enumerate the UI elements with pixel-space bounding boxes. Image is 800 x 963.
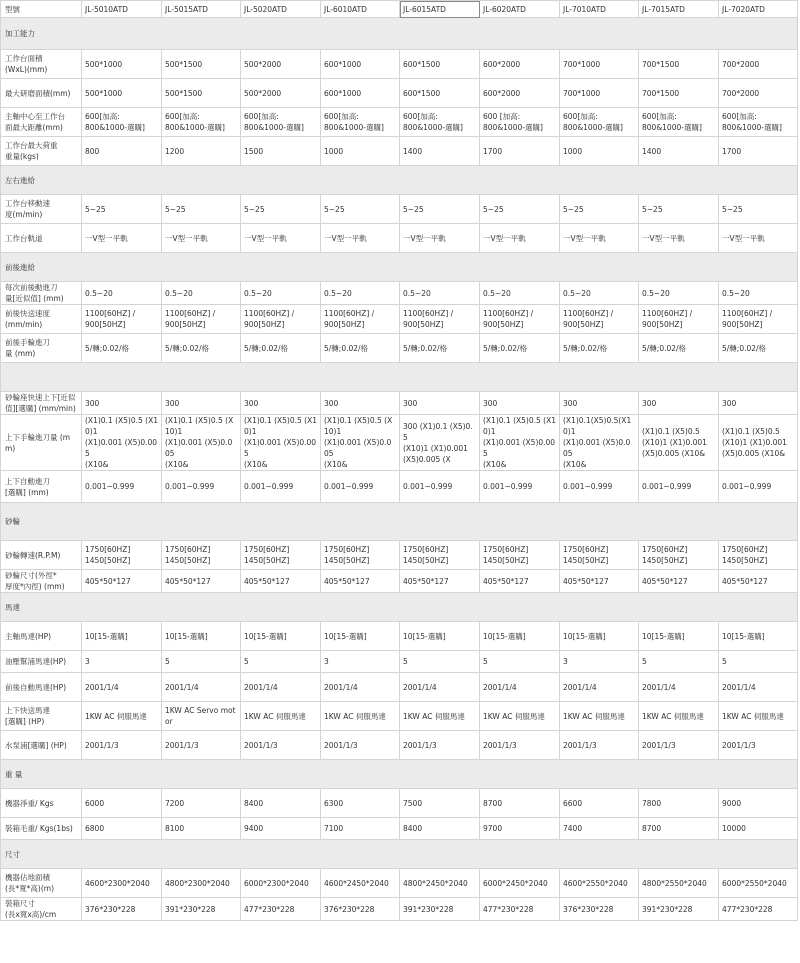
spec-row [1, 392, 798, 415]
spec-value: 0.5~20 [321, 282, 400, 305]
spec-label: 前後手輪進刀 量 (mm) [1, 334, 82, 363]
spec-row [1, 137, 798, 166]
spec-value: 0.001~0.999 [719, 471, 798, 503]
spec-value: 600[加高: 800&1000-選購] [241, 108, 321, 137]
spec-value: 5~25 [480, 195, 560, 224]
spec-value: 1750[60HZ] 1450[50HZ] [480, 541, 560, 570]
spec-row [1, 282, 798, 305]
spec-value: 2001/1/3 [82, 731, 162, 760]
spec-value: 一V型一平軌 [400, 224, 480, 253]
spec-value: 6000*2550*2040 [719, 869, 798, 898]
section-header [1, 840, 798, 869]
spec-value: 600*1000 [321, 50, 400, 79]
spec-value: 1KW AC 伺服馬達 [639, 702, 719, 731]
section-header [1, 503, 798, 541]
spec-value: 700*1000 [560, 50, 639, 79]
spec-value: 2001/1/3 [639, 731, 719, 760]
spec-value: 2001/1/3 [400, 731, 480, 760]
spec-value: 4600*2300*2040 [82, 869, 162, 898]
spec-value: 2001/1/3 [241, 731, 321, 760]
spec-value: 2001/1/3 [719, 731, 798, 760]
spec-row [1, 869, 798, 898]
spec-value: 一V型一平軌 [162, 224, 241, 253]
spec-value: 405*50*127 [719, 570, 798, 593]
spec-value: 1100[60HZ] / 900[50HZ] [719, 305, 798, 334]
spec-value: 4600*2550*2040 [560, 869, 639, 898]
spec-label: 裝箱毛重/ Kgs(1bs) [1, 818, 82, 840]
spec-value: 10[15-選購] [719, 622, 798, 651]
spec-value: 1KW AC 伺服馬達 [400, 702, 480, 731]
spec-value: 1KW AC 伺服馬達 [241, 702, 321, 731]
model-header-8: JL-7015ATD [639, 1, 719, 18]
spec-value: 2001/1/4 [639, 673, 719, 702]
spec-value: (X1)0.1 (X5)0.5 (X10)1 (X1)0.001 (X5)0.005 (X10& [162, 415, 241, 471]
spec-label: 上下快送馬達 [選購] (HP) [1, 702, 82, 731]
spec-value: 2001/1/3 [162, 731, 241, 760]
spec-value: 4800*2300*2040 [162, 869, 241, 898]
spec-row [1, 50, 798, 79]
spec-value: 一V型一平軌 [321, 224, 400, 253]
spec-table-body [1, 1, 798, 921]
spec-label: 前後自動馬達(HP) [1, 673, 82, 702]
spec-value: 2001/1/4 [241, 673, 321, 702]
spec-value: 405*50*127 [321, 570, 400, 593]
spec-label: 機器佔地面積 (長*寬*高)(m) [1, 869, 82, 898]
spec-value: 0.5~20 [639, 282, 719, 305]
spec-label: 工作台軌道 [1, 224, 82, 253]
spec-value: 4800*2450*2040 [400, 869, 480, 898]
spec-value: 300 [82, 392, 162, 415]
spec-value: 6600 [560, 789, 639, 818]
spec-value: 8400 [400, 818, 480, 840]
model-header-2: JL-5015ATD [162, 1, 241, 18]
spec-value: 405*50*127 [400, 570, 480, 593]
spec-value: 2001/1/4 [480, 673, 560, 702]
spec-value: 1400 [400, 137, 480, 166]
spec-value: 8700 [480, 789, 560, 818]
section-label: 尺寸 [1, 840, 798, 869]
spec-value: 600[加高: 800&1000-選購] [162, 108, 241, 137]
spec-value: 1100[60HZ] / 900[50HZ] [241, 305, 321, 334]
spec-value: 500*1000 [82, 50, 162, 79]
spec-value: 600[加高: 800&1000-選購] [560, 108, 639, 137]
spec-label: 最大研磨面積(mm) [1, 79, 82, 108]
section-label: 砂輪 [1, 503, 798, 541]
section-header [1, 363, 798, 392]
spec-value: 0.5~20 [241, 282, 321, 305]
spec-value: 5 [241, 651, 321, 673]
spec-value: 10[15-選購] [639, 622, 719, 651]
spec-value: (X1)0.1 (X5)0.5 (X10)1 (X1)0.001 (X5)0.005 (X10& [480, 415, 560, 471]
spec-value: 5~25 [241, 195, 321, 224]
spec-value: 2001/1/4 [560, 673, 639, 702]
spec-value: 391*230*228 [400, 898, 480, 921]
spec-value: 7200 [162, 789, 241, 818]
spec-value: 300 (X1)0.1 (X5)0.5 (X10)1 (X1)0.001 (X5)0.005 (X [400, 415, 480, 471]
spec-value: 1100[60HZ] / 900[50HZ] [82, 305, 162, 334]
spec-value: 1750[60HZ] 1450[50HZ] [82, 541, 162, 570]
spec-value: 600*1000 [321, 79, 400, 108]
model-header-4: JL-6010ATD [321, 1, 400, 18]
spec-value: 405*50*127 [82, 570, 162, 593]
spec-value: 8100 [162, 818, 241, 840]
spec-value: 1700 [480, 137, 560, 166]
spec-value: 4800*2550*2040 [639, 869, 719, 898]
spec-value: 477*230*228 [719, 898, 798, 921]
spec-row [1, 702, 798, 731]
spec-value: 1400 [639, 137, 719, 166]
spec-value: 0.001~0.999 [241, 471, 321, 503]
spec-value: 0.001~0.999 [639, 471, 719, 503]
spec-value: 一V型一平軌 [560, 224, 639, 253]
spec-value: 1750[60HZ] 1450[50HZ] [321, 541, 400, 570]
spec-value: 500*1000 [82, 79, 162, 108]
spec-value: 500*1500 [162, 79, 241, 108]
spec-value: 600[加高: 800&1000-選購] [719, 108, 798, 137]
spec-value: 376*230*228 [82, 898, 162, 921]
spec-value: 600*2000 [480, 50, 560, 79]
model-header-label: 型號 [1, 1, 82, 18]
spec-label: 油壓幫浦馬達(HP) [1, 651, 82, 673]
spec-label: 前後快送速度 (mm/min) [1, 305, 82, 334]
spec-value: 500*2000 [241, 79, 321, 108]
spec-value: 1KW AC 伺服馬達 [719, 702, 798, 731]
spec-value: 1KW AC 伺服馬達 [560, 702, 639, 731]
spec-value: 3 [560, 651, 639, 673]
spec-value: 5/轉;0.02/格 [241, 334, 321, 363]
header-row [1, 1, 798, 18]
spec-value: 10[15-選購] [162, 622, 241, 651]
spec-label: 主軸中心至工作台 面最大距離(mm) [1, 108, 82, 137]
spec-label: 每次前後動進刀 量[近似值] (mm) [1, 282, 82, 305]
spec-value: 0.001~0.999 [82, 471, 162, 503]
spec-value: 0.001~0.999 [480, 471, 560, 503]
section-label: 重 量 [1, 760, 798, 789]
spec-value: 700*1500 [639, 79, 719, 108]
spec-value: 2001/1/4 [82, 673, 162, 702]
spec-value: 5/轉;0.02/格 [321, 334, 400, 363]
spec-value: 376*230*228 [321, 898, 400, 921]
spec-value: 9400 [241, 818, 321, 840]
section-label: 馬達 [1, 593, 798, 622]
spec-value: 1000 [321, 137, 400, 166]
spec-value: (X1)0.1 (X5)0.5 (X10)1 (X1)0.001 (X5)0.005 (X10& [639, 415, 719, 471]
spec-value: 10[15-選購] [241, 622, 321, 651]
spec-value: (X1)0.1 (X5)0.5 (X10)1 (X1)0.001 (X5)0.005 (X10& [719, 415, 798, 471]
spec-value: 1100[60HZ] / 900[50HZ] [321, 305, 400, 334]
spec-row [1, 570, 798, 593]
spec-value: 405*50*127 [639, 570, 719, 593]
spec-value: 1100[60HZ] / 900[50HZ] [400, 305, 480, 334]
spec-value: 0.5~20 [400, 282, 480, 305]
spec-row [1, 731, 798, 760]
spec-value: 5 [480, 651, 560, 673]
spec-value: 600[加高: 800&1000-選購] [82, 108, 162, 137]
spec-value: 一V型一平軌 [82, 224, 162, 253]
spec-value: 1100[60HZ] / 900[50HZ] [480, 305, 560, 334]
spec-value: 600[加高: 800&1000-選購] [321, 108, 400, 137]
spec-value: 1750[60HZ] 1450[50HZ] [241, 541, 321, 570]
spec-value: 600 [加高: 800&1000-選購] [480, 108, 560, 137]
section-header [1, 166, 798, 195]
spec-value: 5 [639, 651, 719, 673]
spec-value: 10[15-選購] [560, 622, 639, 651]
spec-row [1, 108, 798, 137]
section-header [1, 253, 798, 282]
spec-label: 工作台面積 (WxL)(mm) [1, 50, 82, 79]
spec-value: 一V型一平軌 [480, 224, 560, 253]
spec-value: 6000*2450*2040 [480, 869, 560, 898]
spec-row [1, 898, 798, 921]
spec-value: 10[15-選購] [321, 622, 400, 651]
spec-value: 5~25 [639, 195, 719, 224]
spec-label: 砂輪轉速(R.P.M) [1, 541, 82, 570]
spec-label: 機器淨重/ Kgs [1, 789, 82, 818]
spec-value: 1200 [162, 137, 241, 166]
spec-label: 工作台最大荷重 重量(kgs) [1, 137, 82, 166]
section-label: 前後進給 [1, 253, 798, 282]
spec-row [1, 224, 798, 253]
spec-value: 5/轉;0.02/格 [400, 334, 480, 363]
spec-value: 700*1000 [560, 79, 639, 108]
spec-value: 7100 [321, 818, 400, 840]
spec-value: 300 [241, 392, 321, 415]
spec-value: 405*50*127 [162, 570, 241, 593]
spec-value: (X1)0.1 (X5)0.5 (X10)1 (X1)0.001 (X5)0.005 (X10& [321, 415, 400, 471]
spec-value: 6300 [321, 789, 400, 818]
section-header [1, 760, 798, 789]
spec-value: 1750[60HZ] 1450[50HZ] [560, 541, 639, 570]
spec-value: 1750[60HZ] 1450[50HZ] [162, 541, 241, 570]
spec-row [1, 622, 798, 651]
spec-value: 5~25 [321, 195, 400, 224]
spec-value: (X1)0.1(X5)0.5(X10)1 (X1)0.001 (X5)0.005 (X10& [560, 415, 639, 471]
spec-value: 5/轉;0.02/格 [639, 334, 719, 363]
spec-value: 1KW AC 伺服馬達 [321, 702, 400, 731]
spec-value: 0.5~20 [82, 282, 162, 305]
spec-value: 8700 [639, 818, 719, 840]
spec-value: 5/轉;0.02/格 [560, 334, 639, 363]
spec-value: 1750[60HZ] 1450[50HZ] [400, 541, 480, 570]
spec-row [1, 651, 798, 673]
spec-value: 1750[60HZ] 1450[50HZ] [719, 541, 798, 570]
spec-value: 一V型一平軌 [719, 224, 798, 253]
spec-value: 7800 [639, 789, 719, 818]
spec-label: 上下手輪進刀量 (mm) [1, 415, 82, 471]
spec-row [1, 818, 798, 840]
spec-row [1, 415, 798, 471]
spec-row [1, 789, 798, 818]
spec-value: 600*1500 [400, 50, 480, 79]
spec-value: 0.5~20 [480, 282, 560, 305]
spec-value: 3 [321, 651, 400, 673]
spec-value: 600*1500 [400, 79, 480, 108]
spec-value: 500*2000 [241, 50, 321, 79]
spec-value: 5 [719, 651, 798, 673]
spec-value: 300 [639, 392, 719, 415]
spec-label: 主軸馬達(HP) [1, 622, 82, 651]
model-header-3: JL-5020ATD [241, 1, 321, 18]
spec-row [1, 673, 798, 702]
spec-value: 6000 [82, 789, 162, 818]
spec-value: 6000*2300*2040 [241, 869, 321, 898]
spec-value: 5 [162, 651, 241, 673]
spec-value: 1000 [560, 137, 639, 166]
spec-value: 1KW AC 伺服馬達 [82, 702, 162, 731]
spec-value: 5 [400, 651, 480, 673]
spec-value: 0.001~0.999 [162, 471, 241, 503]
spec-label: 裝箱尺寸 (長x寬x高)/cm [1, 898, 82, 921]
spec-value: 5/轉;0.02/格 [480, 334, 560, 363]
spec-value: 7500 [400, 789, 480, 818]
spec-value: 9700 [480, 818, 560, 840]
spec-value: 8400 [241, 789, 321, 818]
spec-value: 300 [400, 392, 480, 415]
spec-value: 1100[60HZ] / 900[50HZ] [560, 305, 639, 334]
spec-value: 5~25 [719, 195, 798, 224]
section-label [1, 363, 798, 392]
spec-value: 2001/1/4 [400, 673, 480, 702]
spec-value: 一V型一平軌 [241, 224, 321, 253]
spec-value: 0.001~0.999 [560, 471, 639, 503]
spec-row [1, 541, 798, 570]
spec-value: 4600*2450*2040 [321, 869, 400, 898]
spec-value: 700*2000 [719, 50, 798, 79]
spec-value: 0.5~20 [560, 282, 639, 305]
spec-value: 2001/1/3 [480, 731, 560, 760]
spec-label: 工作台移動速 度(m/min) [1, 195, 82, 224]
spec-value: 1100[60HZ] / 900[50HZ] [162, 305, 241, 334]
spec-value: 1500 [241, 137, 321, 166]
section-label: 加工能力 [1, 18, 798, 50]
model-header-7: JL-7010ATD [560, 1, 639, 18]
model-header-9: JL-7020ATD [719, 1, 798, 18]
spec-value: 600*2000 [480, 79, 560, 108]
spec-value: 5~25 [560, 195, 639, 224]
spec-value: 5/轉;0.02/格 [82, 334, 162, 363]
spec-label: 水泵浦[選購] (HP) [1, 731, 82, 760]
spec-value: (X1)0.1 (X5)0.5 (X10)1 (X1)0.001 (X5)0.005 (X10& [241, 415, 321, 471]
spec-value: 405*50*127 [560, 570, 639, 593]
spec-value: 1100[60HZ] / 900[50HZ] [639, 305, 719, 334]
spec-value: 9000 [719, 789, 798, 818]
spec-value: 0.5~20 [162, 282, 241, 305]
spec-label: 上下自動進刀 [選購] (mm) [1, 471, 82, 503]
spec-value: 300 [162, 392, 241, 415]
spec-value: 2001/1/3 [321, 731, 400, 760]
spec-value: (X1)0.1 (X5)0.5 (X10)1 (X1)0.001 (X5)0.005 (X10& [82, 415, 162, 471]
spec-value: 10[15-選購] [480, 622, 560, 651]
spec-value: 0.001~0.999 [321, 471, 400, 503]
spec-row [1, 79, 798, 108]
spec-value: 3 [82, 651, 162, 673]
spec-value: 5/轉;0.02/格 [162, 334, 241, 363]
spec-label: 砂輪座快速上下[近似 值][選購] (mm/min) [1, 392, 82, 415]
spec-value: 300 [480, 392, 560, 415]
spec-value: 391*230*228 [162, 898, 241, 921]
spec-value: 600[加高: 800&1000-選購] [639, 108, 719, 137]
spec-value: 0.5~20 [719, 282, 798, 305]
spec-value: 2001/1/4 [719, 673, 798, 702]
spec-value: 405*50*127 [480, 570, 560, 593]
spec-row [1, 305, 798, 334]
spec-value: 376*230*228 [560, 898, 639, 921]
spec-value: 391*230*228 [639, 898, 719, 921]
model-header-1: JL-5010ATD [82, 1, 162, 18]
spec-value: 1750[60HZ] 1450[50HZ] [639, 541, 719, 570]
section-header [1, 18, 798, 50]
spec-value: 2001/1/3 [560, 731, 639, 760]
section-header [1, 593, 798, 622]
spec-value: 300 [560, 392, 639, 415]
spec-value: 300 [719, 392, 798, 415]
spec-row [1, 471, 798, 503]
spec-value: 10[15-選購] [82, 622, 162, 651]
spec-value: 10000 [719, 818, 798, 840]
spec-value: 10[15-選購] [400, 622, 480, 651]
spec-value: 800 [82, 137, 162, 166]
spec-value: 2001/1/4 [321, 673, 400, 702]
spec-value: 300 [321, 392, 400, 415]
spec-value: 1KW AC Servo motor [162, 702, 241, 731]
model-header-5: JL-6015ATD [400, 1, 480, 18]
spec-value: 5~25 [400, 195, 480, 224]
spec-value: 2001/1/4 [162, 673, 241, 702]
spec-value: 700*1500 [639, 50, 719, 79]
spec-value: 600[加高: 800&1000-選購] [400, 108, 480, 137]
spec-value: 6800 [82, 818, 162, 840]
spec-value: 7400 [560, 818, 639, 840]
spec-value: 500*1500 [162, 50, 241, 79]
spec-value: 5/轉;0.02/格 [719, 334, 798, 363]
spec-value: 5~25 [162, 195, 241, 224]
spec-value: 0.001~0.999 [400, 471, 480, 503]
spec-value: 1KW AC 伺服馬達 [480, 702, 560, 731]
spec-row [1, 195, 798, 224]
model-header-6: JL-6020ATD [480, 1, 560, 18]
spec-value: 1700 [719, 137, 798, 166]
spec-value: 477*230*228 [241, 898, 321, 921]
spec-label: 砂輪尺寸(外徑* 厚度*內徑) (mm) [1, 570, 82, 593]
spec-value: 5~25 [82, 195, 162, 224]
spec-value: 405*50*127 [241, 570, 321, 593]
spec-value: 477*230*228 [480, 898, 560, 921]
spec-row [1, 334, 798, 363]
spec-value: 一V型一平軌 [639, 224, 719, 253]
section-label: 左右進給 [1, 166, 798, 195]
spec-value: 700*2000 [719, 79, 798, 108]
